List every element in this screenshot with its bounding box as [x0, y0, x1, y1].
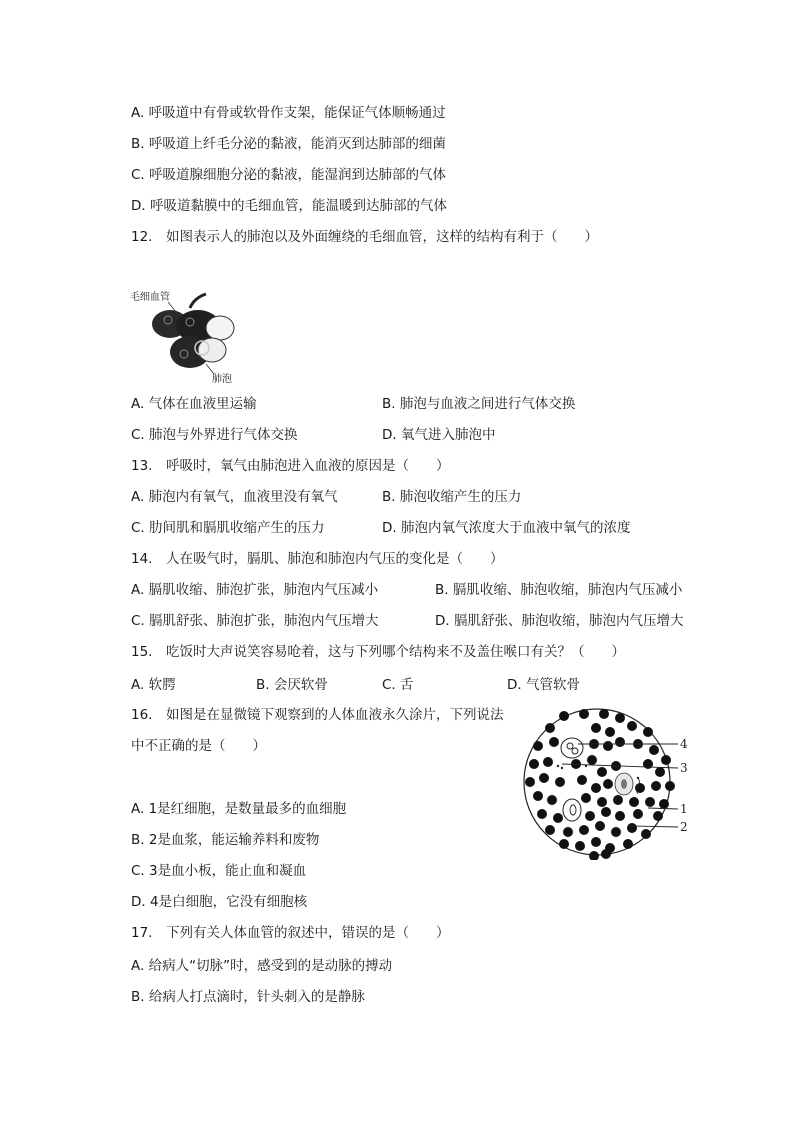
q13-option-a: A. 肺泡内有氧气，血液里没有氧气	[131, 489, 338, 505]
red-blood-cell	[533, 791, 543, 801]
q17-stem: 17. 下列有关人体血管的叙述中，错误的是（ ）	[131, 925, 450, 941]
red-blood-cell	[615, 811, 625, 821]
red-blood-cell	[613, 795, 623, 805]
q15-stem: 15. 吃饭时大声说笑容易呛着，这与下列哪个结构来不及盖住喉口有关？（ ）	[131, 644, 625, 660]
red-blood-cell	[591, 723, 601, 733]
q14-option-b: B. 膈肌收缩、肺泡收缩，肺泡内气压减小	[435, 582, 683, 598]
q16-option-c: C. 3是血小板，能止血和凝血	[131, 863, 307, 879]
red-blood-cell	[533, 741, 543, 751]
red-blood-cell	[563, 827, 573, 837]
red-blood-cell	[559, 711, 569, 721]
q17-option-a: A. 给病人“切脉”时，感受到的是动脉的搏动	[131, 958, 393, 974]
red-blood-cell	[529, 759, 539, 769]
red-blood-cell	[601, 807, 611, 817]
q15-option-b: B. 会厌软骨	[256, 677, 328, 693]
red-blood-cell	[597, 797, 607, 807]
white-blood-cell	[563, 799, 581, 821]
q15-option-a: A. 软腭	[131, 677, 176, 693]
red-blood-cell	[665, 781, 675, 791]
q16-option-a: A. 1是红细胞，是数量最多的血细胞	[131, 801, 347, 817]
red-blood-cell	[579, 825, 589, 835]
q13-option-b: B. 肺泡收缩产生的压力	[382, 489, 522, 505]
red-blood-cell	[615, 737, 625, 747]
red-blood-cell	[659, 799, 669, 809]
red-blood-cell	[581, 793, 591, 803]
q14-option-c: C. 膈肌舒张、肺泡扩张，肺泡内气压增大	[131, 613, 379, 629]
red-blood-cell	[611, 827, 621, 837]
red-blood-cell	[615, 713, 625, 723]
red-blood-cell	[537, 809, 547, 819]
alveolus-label: 肺泡	[212, 374, 232, 384]
q13-option-c: C. 肋间肌和膈肌收缩产生的压力	[131, 520, 325, 536]
q14-stem: 14. 人在吸气时，膈肌、肺泡和肺泡内气压的变化是（ ）	[131, 551, 504, 567]
q12-option-a: A. 气体在血液里运输	[131, 396, 257, 412]
red-blood-cell	[597, 767, 607, 777]
red-blood-cell	[599, 709, 609, 719]
q11-option-a: A. 呼吸道中有骨或软骨作支架，能保证气体顺畅通过	[131, 105, 446, 121]
red-blood-cell	[603, 741, 613, 751]
red-blood-cell	[645, 797, 655, 807]
red-blood-cell	[603, 779, 613, 789]
q16-stem-cont: 中不正确的是（ ）	[131, 738, 266, 754]
q12-option-d: D. 氧气进入肺泡中	[382, 427, 496, 443]
q13-stem: 13. 呼吸时，氧气由肺泡进入血液的原因是（ ）	[131, 458, 450, 474]
red-blood-cell	[641, 829, 651, 839]
red-blood-cell	[629, 797, 639, 807]
label-4: 4	[680, 737, 688, 751]
capillary-label: 毛细血管	[130, 292, 170, 303]
label-1: 1	[680, 802, 688, 816]
red-blood-cell	[627, 721, 637, 731]
q15-option-d: D. 气管软骨	[507, 677, 580, 693]
red-blood-cell	[633, 809, 643, 819]
label-3: 3	[680, 761, 688, 775]
q12-stem: 12. 如图表示人的肺泡以及外面缠绕的毛细血管，这样的结构有利于（ ）	[131, 229, 598, 245]
label-2: 2	[680, 820, 688, 834]
red-blood-cell	[525, 777, 535, 787]
red-blood-cell	[623, 839, 633, 849]
alveolus-cluster	[152, 310, 234, 368]
red-blood-cell	[559, 839, 569, 849]
red-blood-cell	[579, 709, 589, 719]
white-blood-cell	[615, 773, 633, 795]
red-blood-cell	[545, 825, 555, 835]
red-blood-cell	[591, 783, 601, 793]
q12-option-c: C. 肺泡与外界进行气体交换	[131, 427, 298, 443]
red-blood-cell	[555, 777, 565, 787]
red-blood-cell	[553, 813, 563, 823]
red-blood-cell	[605, 727, 615, 737]
q13-option-d: D. 肺泡内氧气浓度大于血液中氧气的浓度	[382, 520, 631, 536]
red-blood-cell	[585, 811, 595, 821]
q14-option-d: D. 膈肌舒张、肺泡收缩，肺泡内气压增大	[435, 613, 684, 629]
red-blood-cell	[549, 737, 559, 747]
red-blood-cell	[601, 849, 611, 859]
red-blood-cell	[651, 781, 661, 791]
red-blood-cell	[547, 795, 557, 805]
q16-option-d: D. 4是白细胞，它没有细胞核	[131, 894, 308, 910]
red-blood-cell	[643, 727, 653, 737]
red-blood-cell	[587, 755, 597, 765]
red-blood-cell	[543, 757, 553, 767]
red-blood-cell	[545, 723, 555, 733]
red-blood-cell	[575, 841, 585, 851]
q12-option-b: B. 肺泡与血液之间进行气体交换	[382, 396, 576, 412]
red-blood-cell	[661, 755, 671, 765]
red-blood-cell	[653, 811, 663, 821]
q16-option-b: B. 2是血浆，能运输养料和废物	[131, 832, 320, 848]
red-blood-cell	[539, 773, 549, 783]
q11-option-d: D. 呼吸道黏膜中的毛细血管，能温暖到达肺部的气体	[131, 198, 447, 214]
red-blood-cell	[655, 767, 665, 777]
q16-stem: 16. 如图是在显微镜下观察到的人体血液永久涂片，下列说法	[131, 707, 504, 723]
q15-option-c: C. 舌	[382, 677, 414, 693]
red-blood-cell	[627, 823, 637, 833]
q11-option-b: B. 呼吸道上纤毛分泌的黏液，能消灭到达肺部的细菌	[131, 136, 446, 152]
blood-smear-figure	[520, 706, 700, 860]
red-blood-cell	[591, 837, 601, 847]
q14-option-a: A. 膈肌收缩、肺泡扩张，肺泡内气压减小	[131, 582, 379, 598]
alveolus-figure	[128, 288, 248, 384]
q17-option-b: B. 给病人打点滴时，针头刺入的是静脉	[131, 989, 365, 1005]
red-blood-cell	[649, 745, 659, 755]
red-blood-cell	[577, 775, 587, 785]
white-blood-cell	[561, 738, 583, 758]
red-blood-cell	[595, 821, 605, 831]
q11-option-c: C. 呼吸道腺细胞分泌的黏液，能湿润到达肺部的气体	[131, 167, 447, 183]
